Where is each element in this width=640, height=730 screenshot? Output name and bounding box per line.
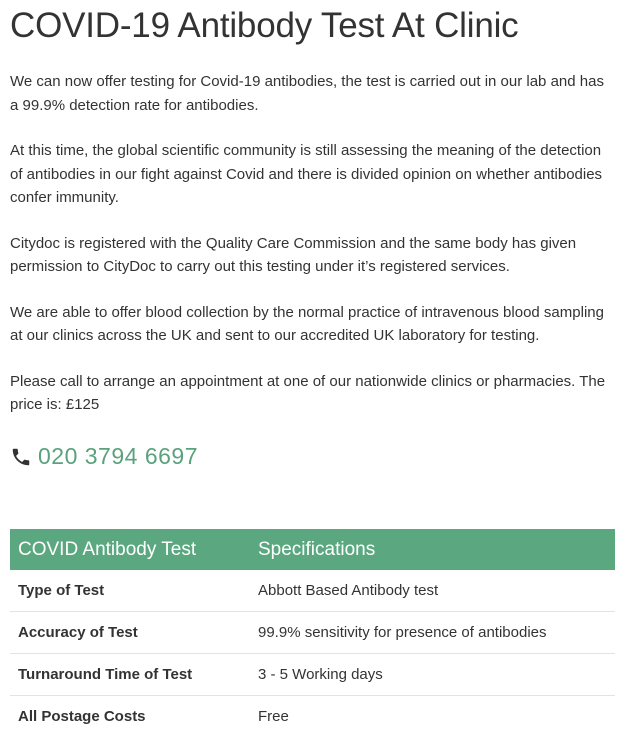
row-label: Type of Test [10, 570, 258, 612]
scientific-paragraph: At this time, the global scientific community is still assessing the meaning of the detection of antibodies in our fight against Covid and there is divided opinion on whether antibodies confer immunity. [10, 142, 603, 206]
row-value: 99.9% sensitivity for presence of antibodies [258, 612, 615, 654]
pricing-paragraph: Please call to arrange an appointment at one of our nationwide clinics or pharmacies. The price is: £125 [10, 372, 606, 413]
table-row [10, 570, 615, 612]
phone-icon [10, 446, 32, 468]
phone-contact[interactable] [10, 441, 616, 473]
row-label: Turnaround Time of Test [10, 654, 258, 696]
article-content [10, 0, 616, 473]
row-value: 3 - 5 Working days [258, 654, 615, 696]
page-title: COVID-19 Antibody Test At Clinic [10, 6, 519, 45]
table-row [10, 696, 615, 730]
phone-number-link[interactable]: 020 3794 6697 [38, 443, 198, 469]
registration-paragraph: Citydoc is registered with the Quality Care Commission and the same body has given permission to CityDoc to carry out this testing under it’s registered services. [10, 234, 577, 275]
intro-paragraph: We can now offer testing for Covid-19 antibodies, the test is carried out in our lab and has a 99.9% detection rate for antibodies. [10, 73, 604, 114]
table-header-specifications: Specifications [258, 529, 615, 570]
row-value: Abbott Based Antibody test [258, 570, 615, 612]
collection-paragraph: We are able to offer blood collection by the normal practice of intravenous blood sampling at our clinics across the UK and sent to our accredited UK laboratory for testing. [10, 303, 604, 344]
row-label: Accuracy of Test [10, 612, 258, 654]
specifications-table [10, 529, 615, 730]
row-value: Free [258, 708, 289, 725]
table-header-row [10, 529, 615, 570]
table-header-test: COVID Antibody Test [10, 529, 258, 570]
row-label: All Postage Costs [18, 708, 146, 725]
table-row [10, 612, 615, 654]
table-row [10, 654, 615, 696]
